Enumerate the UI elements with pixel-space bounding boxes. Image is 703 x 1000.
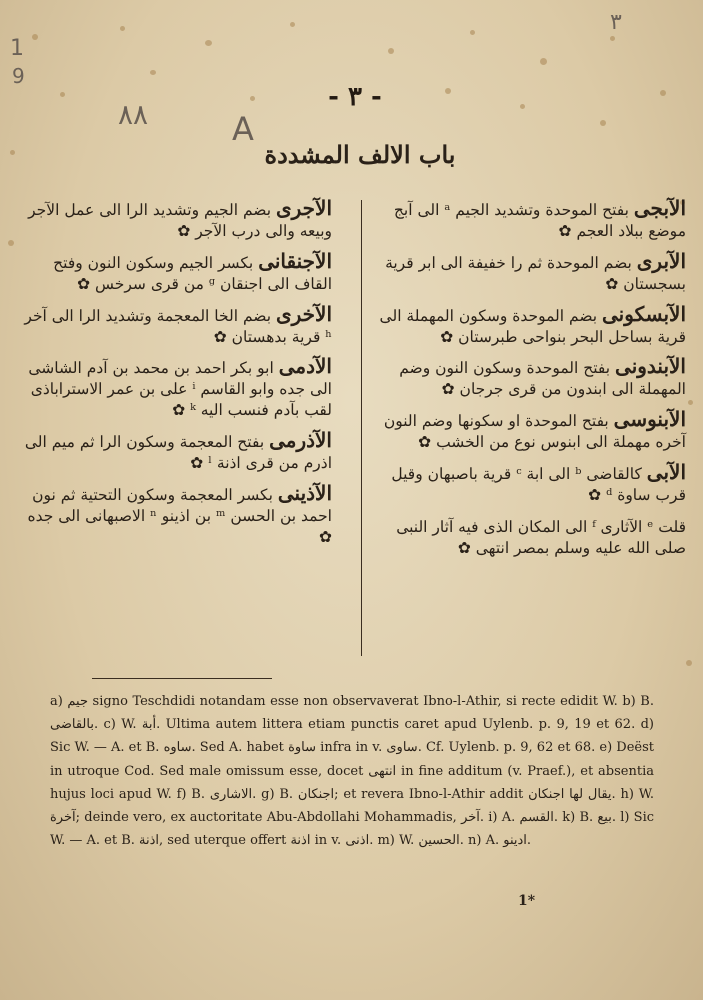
entry-text: ابو بكر احمد بن محمد بن آدم الشاشى الى جده وابو القاسم ⁱ على بن عمر الاستراباذى لقب بآدم فنسب اليه ᵏ ✿ <box>28 359 332 420</box>
right-column <box>374 198 686 568</box>
entry-text: بفتح المعجمة وسكون الرا ثم ميم الى اذرم من قرى اذنة ˡ ✿ <box>24 433 332 473</box>
entry-headword: الآبرى <box>636 248 686 273</box>
wormhole-stain <box>8 240 14 246</box>
handwritten-top-mark: ٣ <box>610 10 622 35</box>
entry-text: قلت ᵉ الآثارى ᶠ الى المكان الذى فيه آثار النبى صلى الله عليه وسلم بمصر انتهى ✿ <box>396 517 686 557</box>
wormhole-stain <box>686 660 692 666</box>
handwritten-shelf-number: ٨٨ <box>118 98 149 131</box>
wormhole-stain <box>205 40 212 46</box>
wormhole-stain <box>660 90 666 96</box>
wormhole-stain <box>610 36 615 41</box>
wormhole-stain <box>120 26 125 31</box>
entry-text: بكسر المعجمة وسكون التحتية ثم نون احمد بن الحسن ᵐ بن اذينو ⁿ الاصبهانى الى جده ✿ <box>27 485 332 546</box>
entry <box>20 301 332 348</box>
entry-headword: الآذينى <box>277 480 332 505</box>
entry-headword: الآبسكونى <box>602 301 686 326</box>
entry-text: بضم الخا المعجمة وتشديد الرا الى آخر ʰ قرية بدهستان ✿ <box>24 306 332 346</box>
handwritten-fraction-bottom: 9 <box>12 64 25 88</box>
entry-headword: الآدمى <box>278 354 332 379</box>
footnote-rule <box>92 678 272 679</box>
entry-text: بفتح الموحدة وسكون النون وضم المهملة الى ابندون من قرى جرجان ✿ <box>399 359 686 399</box>
column-divider <box>361 200 362 656</box>
entry <box>20 356 332 421</box>
wormhole-stain <box>520 104 525 109</box>
left-column <box>20 198 332 557</box>
wormhole-stain <box>688 400 693 405</box>
wormhole-stain <box>60 92 65 97</box>
entry-text: بضم الجيم وتشديد الرا الى عمل الآجر وبيعه والى درب الآجر ✿ <box>28 201 332 240</box>
section-heading: باب الالف المشددة <box>264 140 456 169</box>
entry <box>20 480 332 548</box>
wormhole-stain <box>150 70 156 75</box>
wormhole-stain <box>445 88 451 94</box>
entry-headword: الآبندونى <box>615 354 686 379</box>
wormhole-stain <box>290 22 295 27</box>
footnotes: a) جيم signo Teschdidi notandam esse non observaverat Ibno-l-Athir, si recte edidit W. b) B. بالقاضى. c) W. أبة. Ultima autem littera etiam punctis caret apud Uylenb. p. 9, 19 et 62. d) Sic W. — A. et B. ساوه. Sed A. habet ساوة infra in v. ساوى. Cf. Uylenb. p. 9, 62 et 68. e) Deëst in utroque Cod. Sed male omissum esse, docet انتهى in fine additum (v. Praef.), et absentia hujus loci apud W. f) B. الاشارى. g) B. اجنكان; et revera Ibno-l-Athir addit يقال لها اجنكان. h) W. آخرة; deinde vero, ex auctoritate Abu-Abdollahi Mohammadis, آخر. i) A. القسم. k) B. بيع. l) Sic W. — A. et B. اذنة, sed uterque offert اذنة in v. اذنى. m) W. الحسين. n) A. ادينو. <box>50 694 655 849</box>
entry <box>20 198 332 242</box>
wormhole-stain <box>600 120 606 126</box>
entry-text: بفتح الموحدة وتشديد الجيم ᵃ الى آبج موضع ببلاد العجم ✿ <box>393 201 686 240</box>
wormhole-stain <box>388 48 394 54</box>
entry-headword: الآذرمى <box>269 428 332 453</box>
entry-headword: الآجنقانى <box>258 248 332 273</box>
entry <box>374 462 686 506</box>
signature-mark: 1* <box>518 893 536 909</box>
entry-headword: الآخرى <box>275 301 332 326</box>
entry-text: بكسر الجيم وسكون النون وفتح القاف الى اجنقان ᵍ من قرى سرخس ✿ <box>53 253 332 293</box>
entry <box>374 198 686 242</box>
wormhole-stain <box>250 96 255 101</box>
entry-text: كالقاضى ᵇ الى ابة ᶜ قرية باصبهان وقيل قرب ساوة ᵈ ✿ <box>391 465 686 504</box>
wormhole-stain <box>32 34 38 40</box>
entry-headword: الآبنوسى <box>613 407 686 432</box>
handwritten-letter: A <box>232 110 254 148</box>
page-number: - ٣ - <box>328 82 382 112</box>
entry-headword: الآبى <box>646 460 686 485</box>
handwritten-fraction-top: 1 <box>10 36 24 61</box>
entry-text: بضم الموحدة ثم را خفيفة الى ابر قرية بسجستان ✿ <box>385 253 686 293</box>
entry <box>374 356 686 400</box>
entry-text: بضم الموحدة وسكون المهملة الى قرية بساحل البحر بنواحى طبرستان ✿ <box>379 306 686 346</box>
entry <box>20 248 332 295</box>
entry <box>374 409 686 453</box>
wormhole-stain <box>540 58 547 65</box>
entry-headword: الآبجى <box>633 196 686 220</box>
wormhole-stain <box>470 30 475 35</box>
entry <box>374 248 686 295</box>
wormhole-stain <box>10 150 15 155</box>
entry-text: بفتح الموحدة او سكونها وضم النون آخره مهملة الى ابنوس نوع من الخشب ✿ <box>383 412 686 452</box>
entry <box>374 301 686 348</box>
entry-headword: الآجرى <box>275 196 332 220</box>
entry <box>374 515 686 559</box>
entry <box>20 430 332 474</box>
